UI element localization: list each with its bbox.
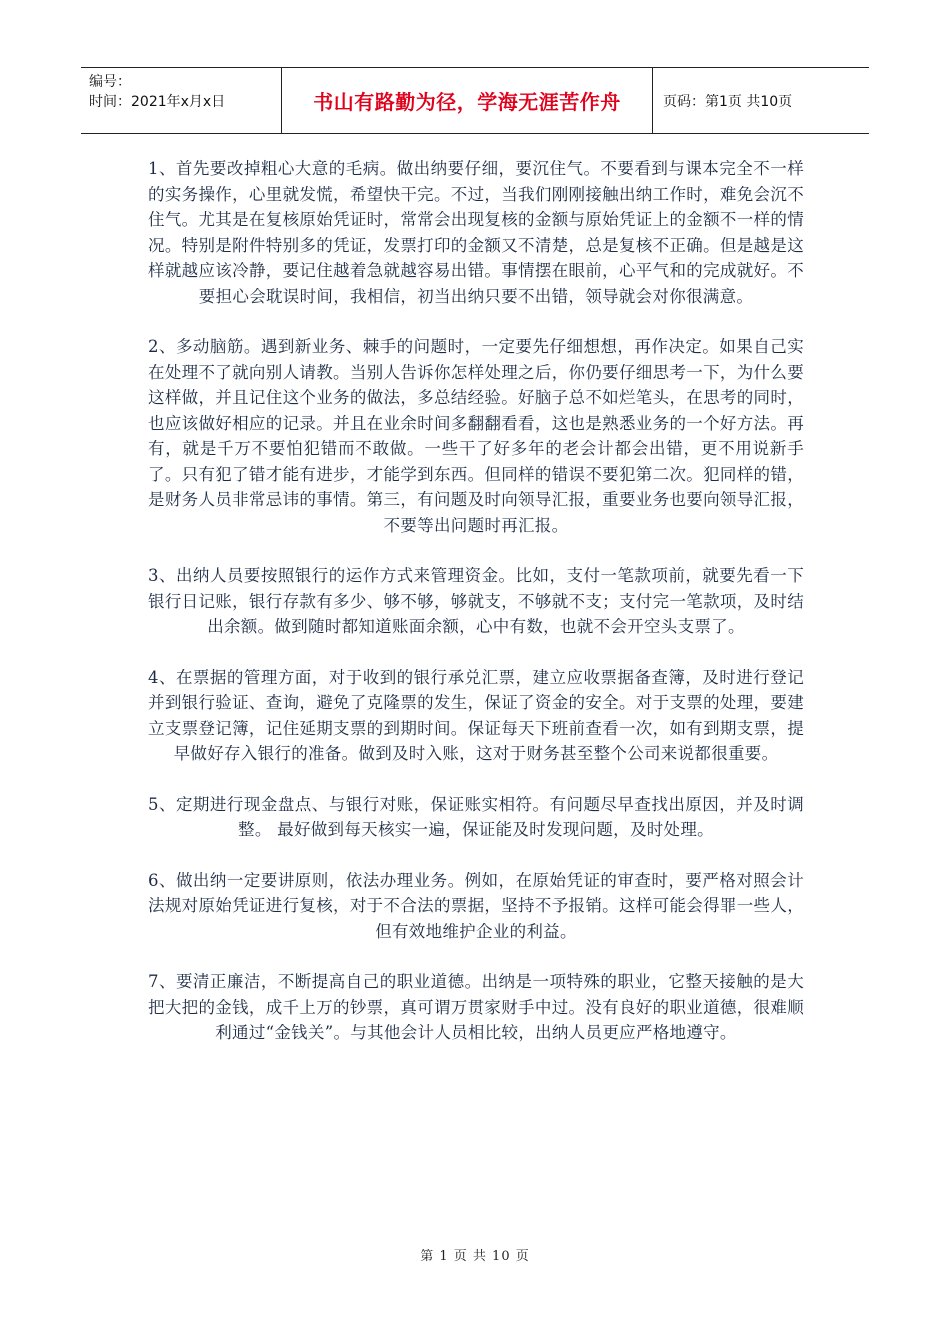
paragraph-4: 4、在票据的管理方面，对于收到的银行承兑汇票，建立应收票据备查簿，及时进行登记并到银行验证、查询，避免了克隆票的发生，保证了资金的安全。对于支票的处理，要建立支票登记簿，记住延期支票的到期时间。保证每天下班前查看一次，如有到期支票，提早做好存入银行的准备。做到及时入账，这对于财务甚至整个公司来说都很重要。 <box>148 667 804 763</box>
paragraph-7: 7、要清正廉洁，不断提高自己的职业道德。出纳是一项特殊的职业，它整天接触的是大把大把的金钱，成千上万的钞票，真可谓万贯家财手中过。没有良好的职业道德，很难顺利通过“金钱关”。与其他会计人员相比较，出纳人员更应严格地遵守。 <box>148 972 804 1042</box>
header-meta <box>81 68 282 133</box>
paragraph-6: 6、做出纳一定要讲原则，依法办理业务。例如，在原始凭证的审查时，要严格对照会计法规对原始凭证进行复核，对于不合法的票据，坚持不予报销。这样可能会得罪一些人，但有效地维护企业的利益。 <box>148 870 804 941</box>
document-number-label: 编号： <box>89 74 131 90</box>
page-footer: 第 1 页 共 10 页 <box>420 1249 530 1264</box>
document-header <box>81 67 869 134</box>
header-page-number: 页码：第1页 共10页 <box>663 93 793 110</box>
paragraph-1: 1、首先要改掉粗心大意的毛病。做出纳要仔细，要沉住气。不要看到与课本完全不一样的实务操作，心里就发慌，希望快干完。不过，当我们刚刚接触出纳工作时，难免会沉不住气。尤其是在复核原始凭证时，常常会出现复核的金额与原始凭证上的金额不一样的情况。特别是附件特别多的凭证，发票打印的金额又不清楚，总是复核不正确。但是越是这样就越应该冷静，要记住越着急就越容易出错。事情摆在眼前，心平气和的完成就好。不要担心会耽误时间，我相信，初当出纳只要不出错，领导就会对你很满意。 <box>148 159 804 306</box>
document-body <box>148 156 804 1071</box>
document-date-label: 时间：2021年x月x日 <box>89 94 226 110</box>
paragraph-3: 3、出纳人员要按照银行的运作方式来管理资金。比如，支付一笔款项前，就要先看一下银行日记账，银行存款有多少、够不够，够就支，不够就不支；支付完一笔款项，及时结出余额。做到随时都知道账面余额，心中有数，也就不会开空头支票了。 <box>148 566 804 636</box>
paragraph-2: 2、多动脑筋。遇到新业务、棘手的问题时，一定要先仔细想想，再作决定。如果自己实在处理不了就向别人请教。当别人告诉你怎样处理之后，你仍要仔细思考一下，为什么要这样做，并且记住这个业务的做法，多总结经验。好脑子总不如烂笔头，在思考的同时，也应该做好相应的记录。并且在业余时间多翻翻看看，这也是熟悉业务的一个好方法。再有，就是千万不要怕犯错而不敢做。一些干了好多年的老会计都会出错，更不用说新手了。只有犯了错才能有进步，才能学到东西。但同样的错误不要犯第二次。犯同样的错，是财务人员非常忌讳的事情。第三，有问题及时向领导汇报，重要业务也要向领导汇报，不要等出问题时再汇报。 <box>148 337 804 535</box>
paragraph-5: 5、定期进行现金盘点、与银行对账，保证账实相符。有问题尽早查找出原因，并及时调整。 最好做到每天核实一遍，保证能及时发现问题，及时处理。 <box>148 794 804 839</box>
header-motto: 书山有路勤为径，学海无涯苦作舟 <box>282 68 653 133</box>
